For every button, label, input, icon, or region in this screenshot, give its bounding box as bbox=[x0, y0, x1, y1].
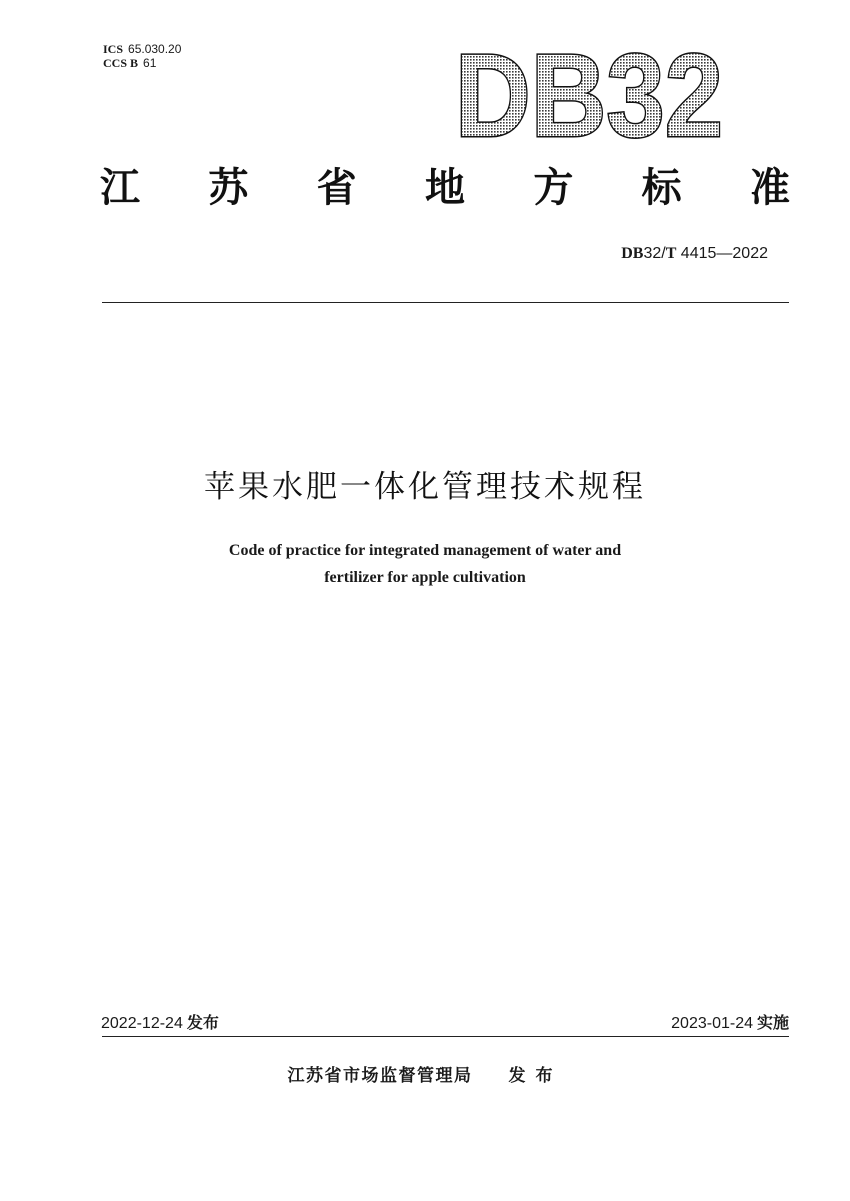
ics-key: ICS bbox=[103, 42, 124, 56]
db32-logo bbox=[455, 38, 755, 142]
document-title-cn: 苹果水肥一体化管理技术规程 bbox=[204, 469, 646, 505]
standard-number-t: T bbox=[665, 245, 677, 262]
db32-logo-text: DB32 bbox=[455, 38, 723, 142]
standard-type-char: 省 bbox=[316, 165, 357, 211]
standard-type-char: 标 bbox=[641, 165, 682, 211]
standard-type-char: 方 bbox=[533, 165, 574, 211]
publisher-org: 江苏省市场监督管理局 bbox=[287, 1066, 473, 1086]
publisher-action: 发布 bbox=[508, 1066, 563, 1086]
header-divider bbox=[102, 302, 789, 303]
ccs-letter: B bbox=[130, 56, 139, 70]
ics-code bbox=[103, 42, 181, 56]
implementation-date bbox=[671, 1013, 789, 1034]
issue-date-label: 发布 bbox=[186, 1013, 219, 1032]
document-title-en bbox=[0, 537, 850, 591]
publisher-line bbox=[0, 1064, 850, 1088]
issue-date-value: 2022-12-24 bbox=[101, 1015, 183, 1032]
implementation-date-label: 实施 bbox=[756, 1013, 789, 1032]
ccs-value: 61 bbox=[143, 56, 157, 70]
ccs-code bbox=[103, 56, 181, 70]
ics-value: 65.030.20 bbox=[128, 42, 182, 56]
ccs-key: CCS bbox=[103, 56, 128, 70]
classification-codes bbox=[103, 42, 181, 70]
standard-number-value: 4415—2022 bbox=[676, 245, 768, 262]
implementation-date-value: 2023-01-24 bbox=[671, 1015, 753, 1032]
standard-number bbox=[621, 244, 768, 264]
title-en-line-2: fertilizer for apple cultivation bbox=[324, 569, 526, 586]
title-en-line-1: Code of practice for integrated management of water and bbox=[228, 542, 622, 559]
footer-divider bbox=[102, 1036, 789, 1037]
standard-type-heading bbox=[100, 160, 790, 216]
standard-number-prefix: DB bbox=[621, 245, 644, 262]
standard-type-char: 准 bbox=[749, 165, 790, 211]
standard-type-char: 江 bbox=[100, 165, 140, 211]
standard-type-char: 地 bbox=[424, 165, 465, 211]
standard-number-mid: 32/ bbox=[643, 245, 666, 262]
standard-type-char: 苏 bbox=[208, 165, 249, 211]
issue-date bbox=[101, 1013, 219, 1034]
